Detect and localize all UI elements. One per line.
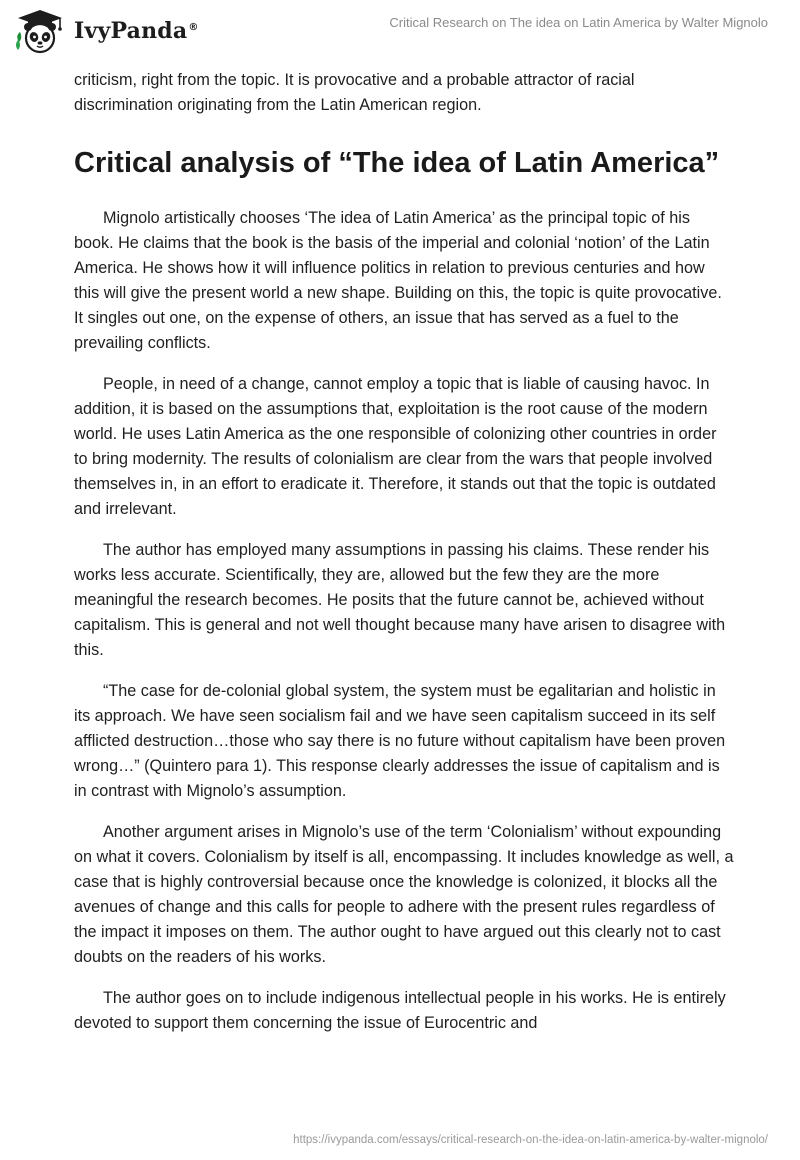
panda-graduate-icon xyxy=(14,8,66,54)
body-paragraph: “The case for de-colonial global system, the system must be egalitarian and holistic in its approach. We have seen socialism fail and we have seen capitalism succeed in its self afflicted destruction…those who say there is no future without capitalism have been proven wrong…” (Quintero para 1). This response clearly addresses the issue of capitalism and is in contrast with Mignolo’s assumption. xyxy=(74,682,726,800)
essay-content xyxy=(74,68,734,1052)
logo-wordmark: IvyPanda® xyxy=(74,18,199,44)
body-paragraph: Mignolo artistically chooses ‘The idea of Latin America’ as the principal topic of his book. He claims that the book is the basis of the imperial and colonial ‘notion’ of the Latin America. He shows how it will influence politics in relation to previous centuries and how this will give the present world a new shape. Building on this, the topic is quite provocative. It singles out one, on the expense of others, an issue that has served as a fuel to the prevailing conflicts. xyxy=(74,209,722,352)
registered-mark: ® xyxy=(188,21,199,33)
continued-paragraph: criticism, right from the topic. It is provocative and a probable attractor of racial discrimination originating from the Latin American region. xyxy=(74,71,635,114)
ivypanda-logo[interactable] xyxy=(14,8,199,54)
body-paragraph: People, in need of a change, cannot employ a topic that is liable of causing havoc. In addition, it is based on the assumptions that, exploitation is the root cause of the modern world. He uses Latin America as the one responsible of colonizing other countries in order to bring modernity. The results of colonialism are clear from the wars that people involved themselves in, in an effort to eradicate it. Therefore, it stands out that the topic is outdated and irrelevant. xyxy=(74,375,717,518)
body-paragraph: The author has employed many assumptions in passing his claims. These render his works less accurate. Scientifically, they are, allowed but the few they are the more meaningful the research becomes. He posits that the future cannot be, achieved without capitalism. This is general and not well thought because many have arisen to disagree with this. xyxy=(74,541,726,659)
section-heading: Critical analysis of “The idea of Latin America” xyxy=(74,147,720,179)
source-url-link[interactable]: https://ivypanda.com/essays/critical-research-on-the-idea-on-latin-america-by-walter-mignolo/ xyxy=(293,1134,768,1146)
document-title: Critical Research on The idea on Latin America by Walter Mignolo xyxy=(389,15,768,30)
body-paragraph: Another argument arises in Mignolo’s use of the term ‘Colonialism’ without expounding on what it covers. Colonialism by itself is all, encompassing. It includes knowledge as well, a case that is highly controversial because once the knowledge is colonized, it blocks all the avenues of change and this calls for people to adhere with the present rules regardless of the impact it imposes on them. The author ought to have argued out this clearly not to cast doubts on the readers of his works. xyxy=(74,823,734,966)
page-header xyxy=(0,0,800,62)
body-paragraph: The author goes on to include indigenous intellectual people in his works. He is entirely devoted to support them concerning the issue of Eurocentric and xyxy=(74,989,726,1032)
